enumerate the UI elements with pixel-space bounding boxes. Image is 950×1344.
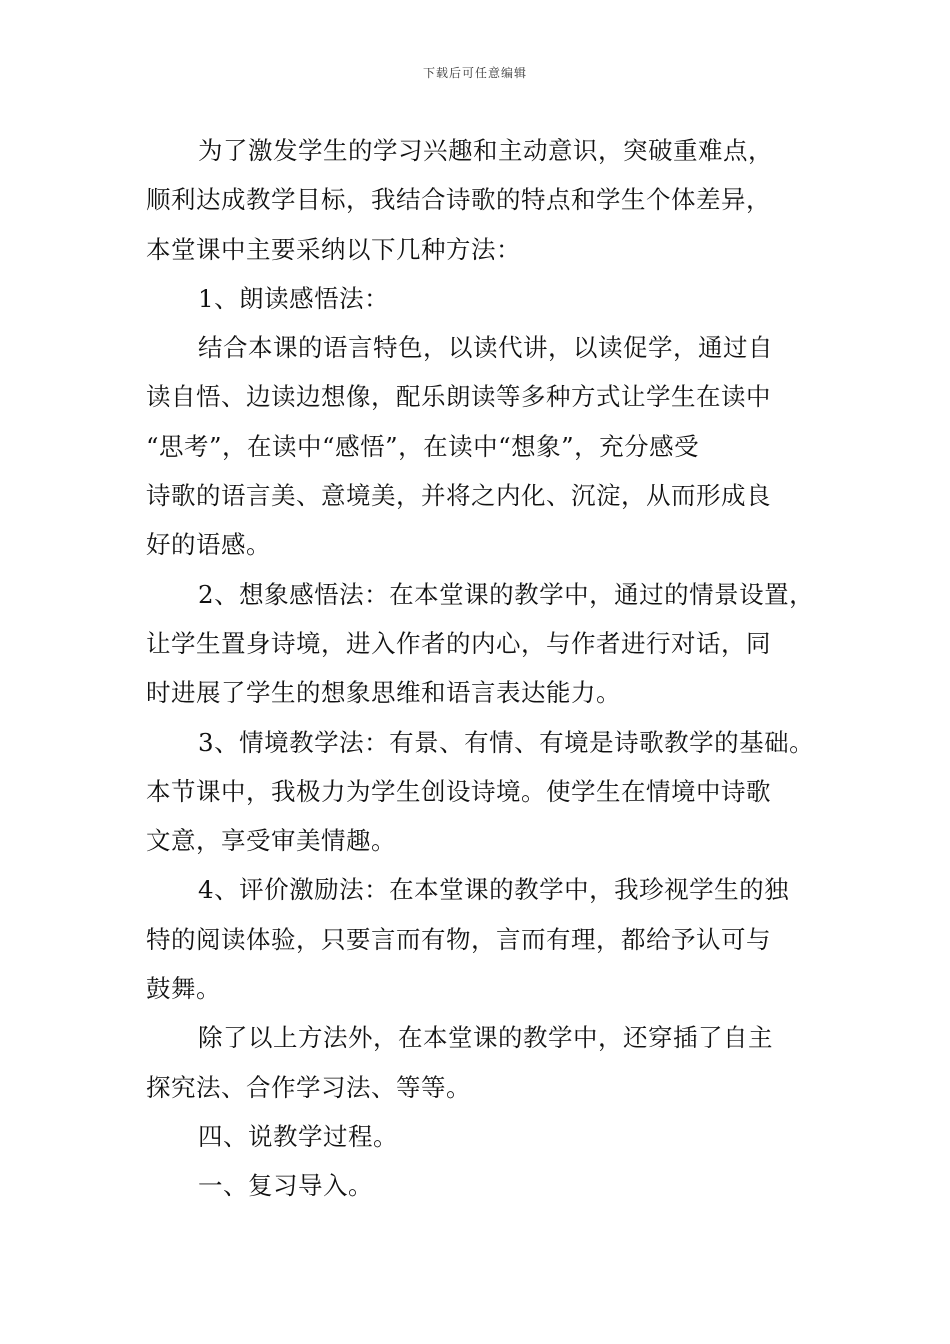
text-line: 让学生置身诗境，进入作者的内心，与作者进行对话，同 bbox=[146, 628, 771, 658]
text-line: 结合本课的语言特色，以读代讲，以读促学，通过自 bbox=[198, 333, 773, 363]
text-line: 顺利达成教学目标，我结合诗歌的特点和学生个体差异， bbox=[146, 185, 771, 215]
text-line: 文意，享受审美情趣。 bbox=[146, 826, 396, 856]
paragraph-method-1-body bbox=[146, 323, 836, 569]
paragraph-method-3 bbox=[146, 718, 836, 866]
text-line: 1、朗读感悟法： bbox=[198, 283, 390, 313]
section-heading-review-intro bbox=[146, 1161, 836, 1210]
text-line: 读自悟、边读边想像，配乐朗读等多种方式让学生在读中 bbox=[146, 382, 771, 412]
text-line: 本堂课中主要采纳以下几种方法： bbox=[146, 234, 521, 264]
text-line: 2、想象感悟法：在本堂课的教学中，通过的情景设置， bbox=[198, 579, 815, 609]
text-line: 探究法、合作学习法、等等。 bbox=[146, 1072, 471, 1102]
text-line: 时进展了学生的想象思维和语言表达能力。 bbox=[146, 678, 621, 708]
text-line: “思考”，在读中“感悟”，在读中“想象”，充分感受 bbox=[146, 431, 700, 461]
text-line: 一、复习导入。 bbox=[198, 1171, 373, 1201]
page-header-note: 下载后可任意编辑 bbox=[422, 66, 527, 80]
section-heading-teaching-process bbox=[146, 1112, 836, 1161]
paragraph-other-methods bbox=[146, 1013, 836, 1112]
text-line: 特的阅读体验，只要言而有物，言而有理，都给予认可与 bbox=[146, 924, 771, 954]
text-line: 3、情境教学法：有景、有情、有境是诗歌教学的基础。 bbox=[198, 727, 815, 757]
text-line: 4、评价激励法：在本堂课的教学中，我珍视学生的独 bbox=[198, 875, 790, 905]
document-body bbox=[146, 126, 836, 1211]
text-line: 好的语感。 bbox=[146, 530, 271, 560]
paragraph-method-2 bbox=[146, 570, 836, 718]
text-line: 四、说教学过程。 bbox=[198, 1121, 398, 1151]
text-line: 诗歌的语言美、意境美，并将之内化、沉淀，从而形成良 bbox=[146, 481, 771, 511]
text-line: 除了以上方法外，在本堂课的教学中，还穿插了自主 bbox=[198, 1023, 773, 1053]
paragraph-method-1-heading bbox=[146, 274, 836, 323]
text-line: 为了激发学生的学习兴趣和主动意识，突破重难点， bbox=[198, 136, 773, 165]
paragraph-intro bbox=[146, 126, 836, 274]
text-line: 本节课中，我极力为学生创设诗境。使学生在情境中诗歌 bbox=[146, 776, 771, 806]
text-line: 鼓舞。 bbox=[146, 974, 221, 1004]
paragraph-method-4 bbox=[146, 865, 836, 1013]
